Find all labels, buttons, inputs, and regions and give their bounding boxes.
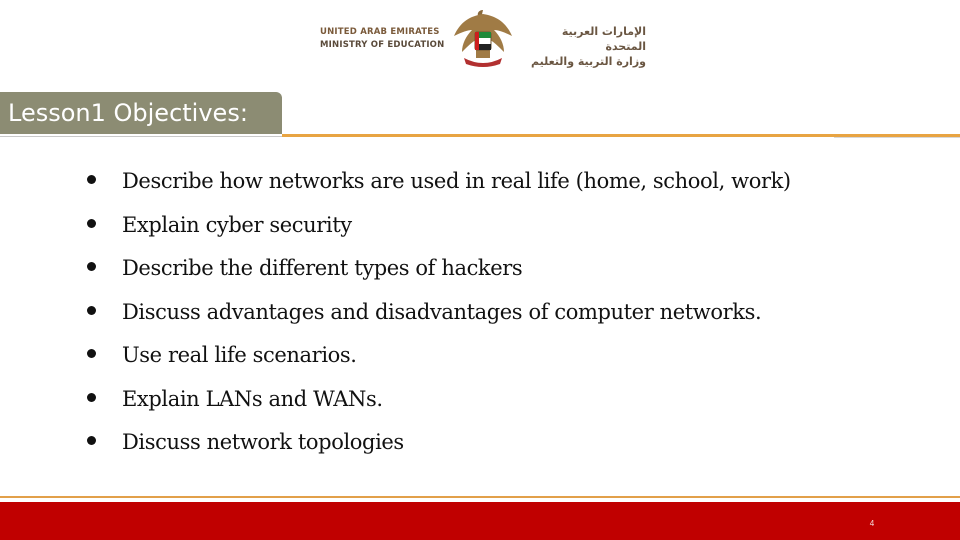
- bullet-icon: [87, 436, 96, 445]
- footer-bar: [0, 502, 960, 540]
- logo-en-line-1: UNITED ARAB EMIRATES: [320, 27, 440, 37]
- bullet-icon: [87, 306, 96, 315]
- bullet-icon: [87, 393, 96, 402]
- footer-accent-line: [0, 496, 960, 498]
- list-item: [0, 213, 960, 257]
- objective-text: Explain cyber security: [122, 212, 352, 237]
- list-item: [0, 387, 960, 431]
- bullet-icon: [87, 349, 96, 358]
- title-underline-gray-right: [834, 137, 960, 138]
- objective-text: Discuss network topologies: [122, 430, 404, 454]
- objective-text: Discuss advantages and disadvantages of computer networks.: [122, 299, 762, 324]
- uae-falcon-emblem-icon: [450, 6, 516, 70]
- objective-text: Use real life scenarios.: [122, 343, 357, 367]
- objective-text: Describe the different types of hackers: [122, 256, 523, 280]
- ministry-logo: [312, 4, 648, 70]
- logo-ar-line-2: وزارة التربية والتعليم: [531, 55, 646, 68]
- list-item: [0, 430, 960, 474]
- title-underline-gray: [0, 136, 282, 137]
- logo-ar-line-1: الإمارات العربية المتحدة: [561, 25, 646, 53]
- list-item: [0, 343, 960, 387]
- page-number: 4: [869, 519, 875, 528]
- list-item: [0, 256, 960, 300]
- logo-english-text: [320, 26, 450, 52]
- bullet-icon: [87, 175, 96, 184]
- list-item: [0, 300, 960, 344]
- objectives-list: [0, 169, 960, 474]
- logo-arabic-text: [518, 24, 646, 69]
- slide-title: Lesson1 Objectives:: [8, 99, 248, 127]
- logo-en-line-2: MINISTRY OF EDUCATION: [320, 40, 445, 50]
- objective-text: Describe how networks are used in real life (home, school, work): [122, 169, 791, 193]
- objective-text: Explain LANs and WANs.: [122, 386, 383, 411]
- bullet-icon: [87, 219, 96, 228]
- bullet-icon: [87, 262, 96, 271]
- list-item: [0, 169, 960, 213]
